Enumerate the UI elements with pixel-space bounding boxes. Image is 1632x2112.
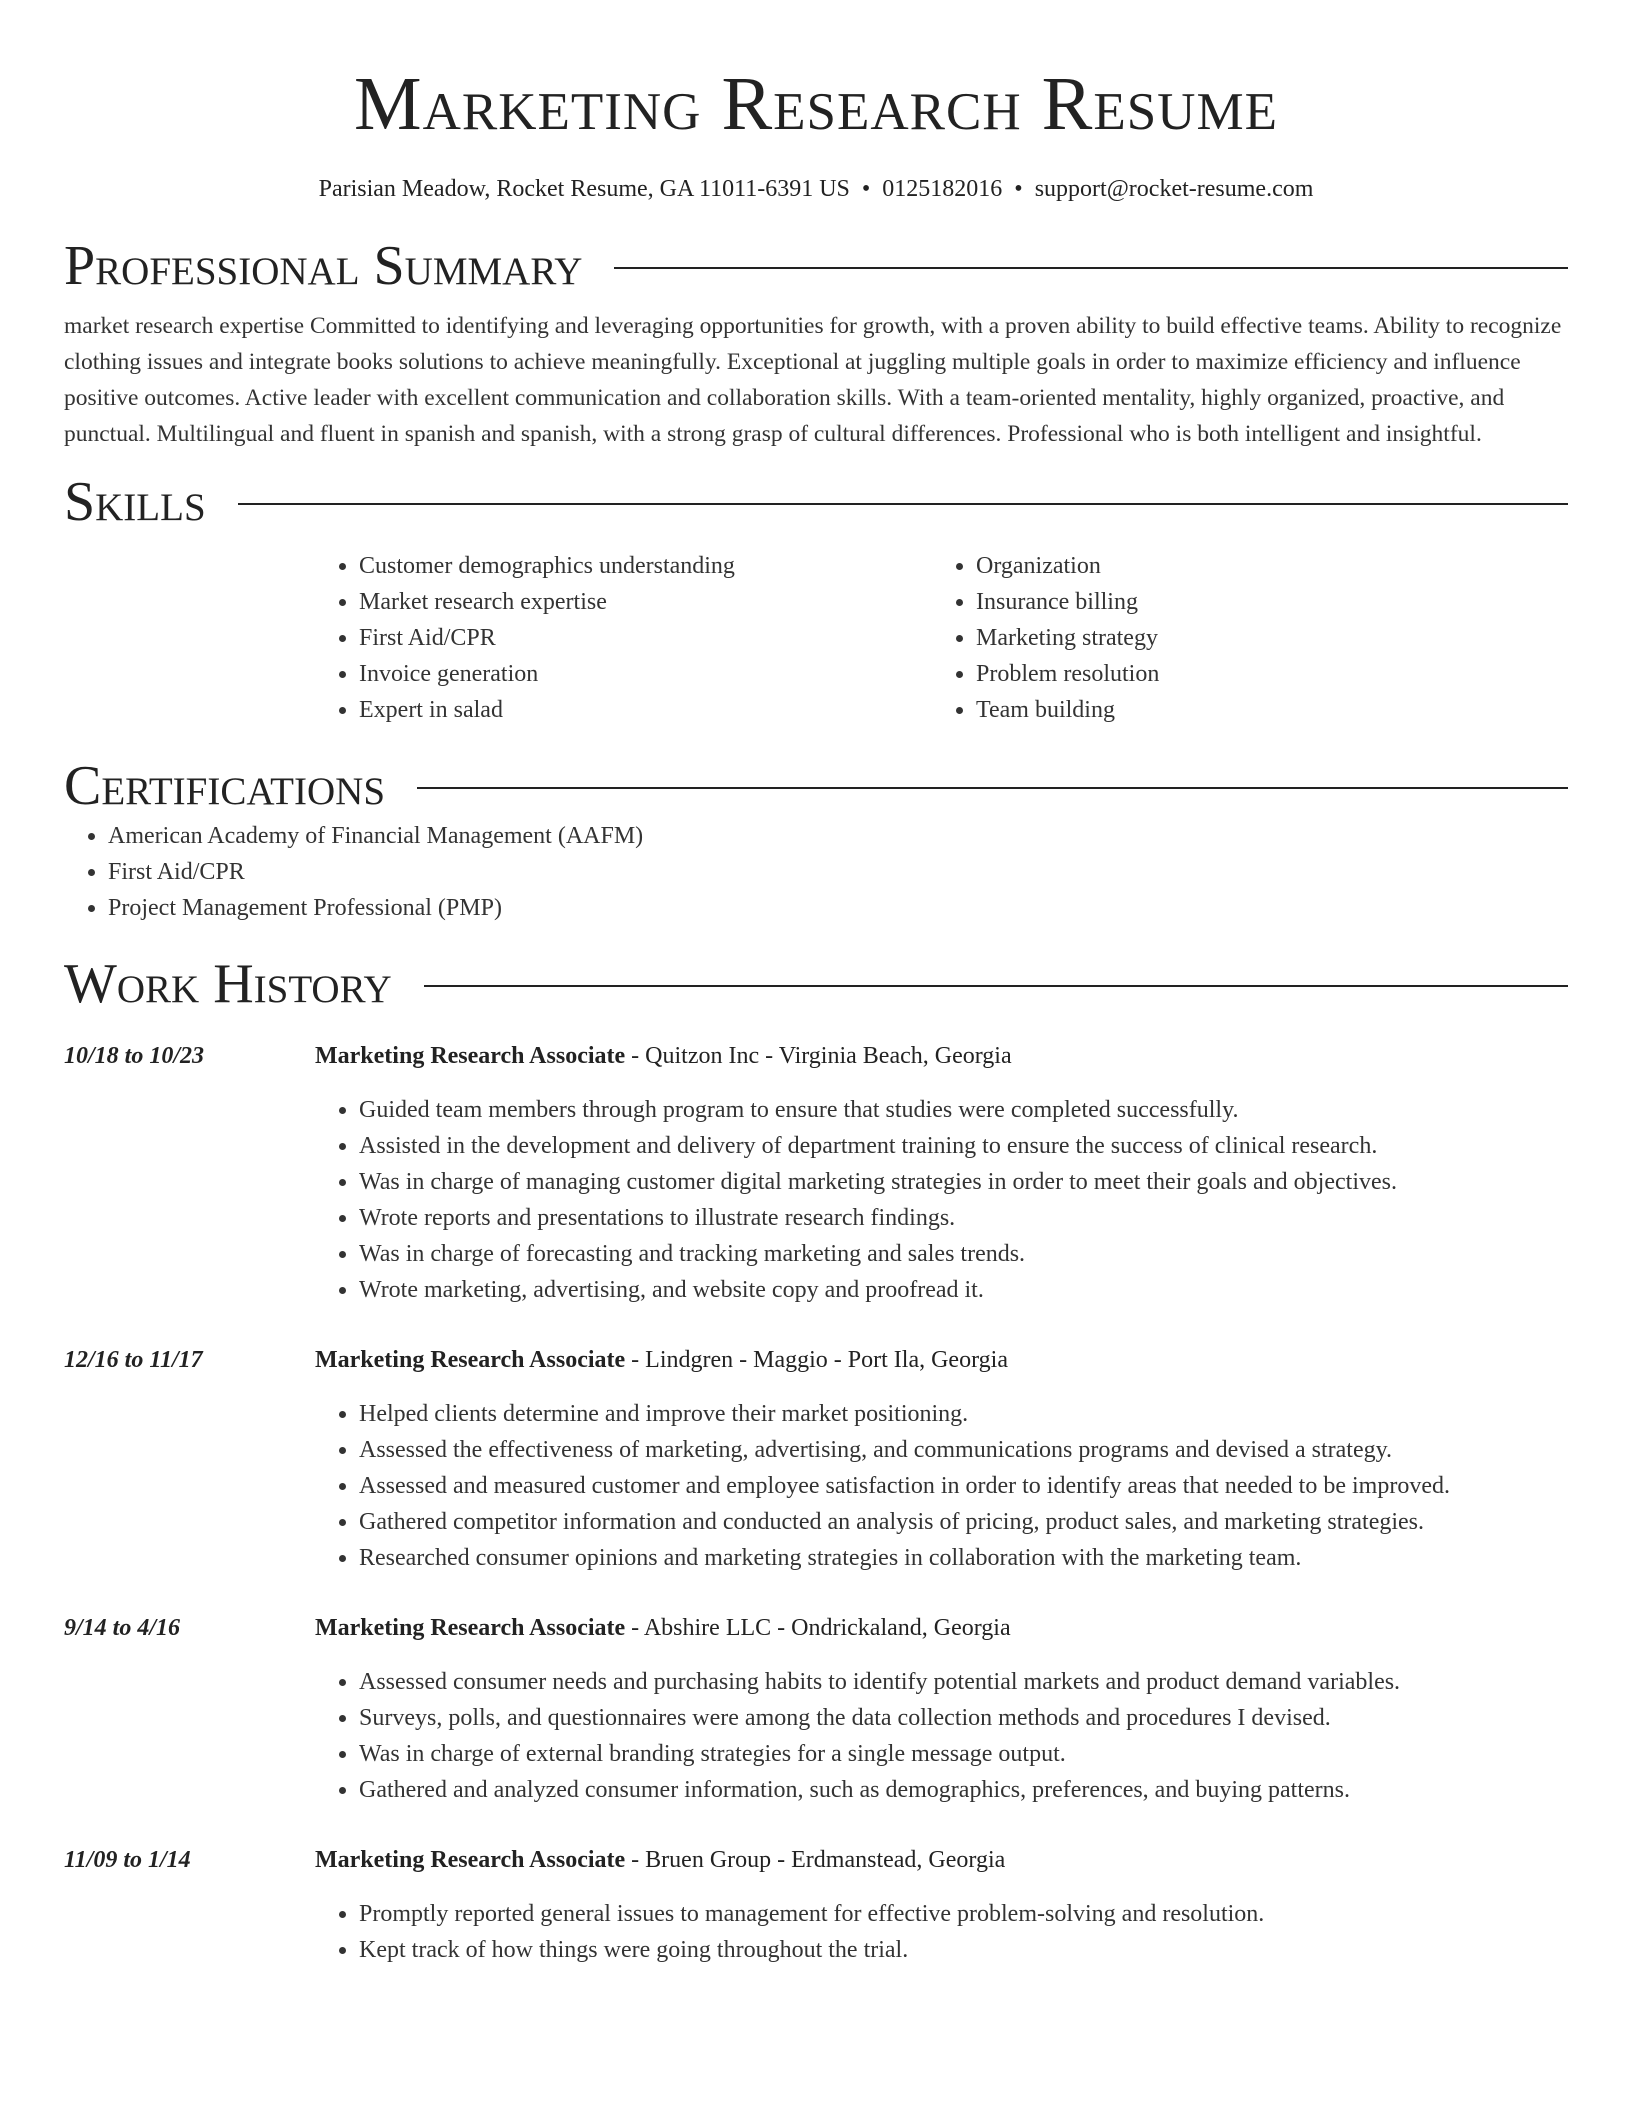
skill-item: • Insurance billing bbox=[976, 584, 1549, 620]
resume-title: Marketing Research Resume bbox=[354, 62, 1278, 146]
certification-item: • American Academy of Financial Management (AAFM) bbox=[108, 818, 1568, 854]
work-history-heading: Work History bbox=[64, 953, 392, 1015]
job-bullet: • Guided team members through program to ensure that studies were completed successfully. bbox=[359, 1092, 1568, 1128]
section-divider bbox=[614, 267, 1568, 269]
job-role: Marketing Research Associate bbox=[315, 1615, 626, 1641]
skill-item: • Team building bbox=[976, 692, 1549, 728]
contact-phone: 0125182016 bbox=[882, 176, 1003, 202]
job-bullet: • Promptly reported general issues to management for effective problem-solving and resolution. bbox=[359, 1896, 1568, 1932]
section-divider bbox=[238, 503, 1568, 505]
job-entry bbox=[64, 1842, 1568, 1968]
certifications-list bbox=[64, 818, 1568, 926]
contact-email: support@rocket-resume.com bbox=[1034, 176, 1314, 202]
job-entry bbox=[64, 1610, 1568, 1808]
skill-item: • Problem resolution bbox=[976, 656, 1549, 692]
skills-column-left bbox=[315, 548, 932, 728]
job-entry bbox=[64, 1038, 1568, 1308]
job-details bbox=[315, 1610, 1568, 1808]
job-dates: 9/14 to 4/16 bbox=[64, 1615, 181, 1641]
summary-section-header bbox=[64, 234, 1568, 298]
job-bullet: • Helped clients determine and improve their market positioning. bbox=[359, 1396, 1568, 1432]
job-dates: 12/16 to 11/17 bbox=[64, 1347, 203, 1373]
job-bullet: • Was in charge of forecasting and tracking marketing and sales trends. bbox=[359, 1236, 1568, 1272]
job-bullet: • Assessed and measured customer and employee satisfaction in order to identify areas that needed to be improved. bbox=[359, 1468, 1568, 1504]
work-history-section-header bbox=[64, 952, 1568, 1016]
job-bullet-list bbox=[315, 1664, 1568, 1808]
job-dates: 10/18 to 10/23 bbox=[64, 1043, 205, 1069]
job-bullet: • Assisted in the development and delivery of department training to ensure the success of clinical research. bbox=[359, 1128, 1568, 1164]
summary-heading: Professional Summary bbox=[64, 235, 583, 297]
job-title-line bbox=[315, 1842, 1568, 1878]
job-details bbox=[315, 1342, 1568, 1576]
job-bullet-list bbox=[315, 1092, 1568, 1308]
job-company-location: - Quitzon Inc - Virginia Beach, Georgia bbox=[625, 1043, 1012, 1069]
job-bullet: • Surveys, polls, and questionnaires were among the data collection methods and procedures I devised. bbox=[359, 1700, 1568, 1736]
job-title-line bbox=[315, 1038, 1568, 1074]
job-bullet: • Researched consumer opinions and marketing strategies in collaboration with the marketing team. bbox=[359, 1540, 1568, 1576]
job-bullet: • Was in charge of managing customer digital marketing strategies in order to meet their goals and objectives. bbox=[359, 1164, 1568, 1200]
skill-item: • First Aid/CPR bbox=[359, 620, 932, 656]
job-bullet: • Gathered competitor information and conducted an analysis of pricing, product sales, and marketing strategies. bbox=[359, 1504, 1568, 1540]
section-divider bbox=[417, 787, 1568, 789]
skill-item: • Customer demographics understanding bbox=[359, 548, 932, 584]
job-bullet-list bbox=[315, 1396, 1568, 1576]
job-title-line bbox=[315, 1342, 1568, 1378]
job-bullet: • Wrote marketing, advertising, and website copy and proofread it. bbox=[359, 1272, 1568, 1308]
job-bullet: • Assessed the effectiveness of marketing, advertising, and communications programs and devised a strategy. bbox=[359, 1432, 1568, 1468]
certifications-heading: Certifications bbox=[64, 755, 386, 817]
skills-list-left bbox=[315, 548, 932, 728]
skills-grid bbox=[315, 548, 1568, 728]
contact-separator: • bbox=[1014, 176, 1023, 202]
certification-item: • Project Management Professional (PMP) bbox=[108, 890, 1568, 926]
job-dates: 11/09 to 1/14 bbox=[64, 1847, 191, 1873]
skills-column-right bbox=[932, 548, 1549, 728]
job-role: Marketing Research Associate bbox=[315, 1847, 626, 1873]
job-bullet: • Gathered and analyzed consumer information, such as demographics, preferences, and buying patterns. bbox=[359, 1772, 1568, 1808]
contact-address: Parisian Meadow, Rocket Resume, GA 11011-6391 US bbox=[318, 176, 850, 202]
job-title-line bbox=[315, 1610, 1568, 1646]
skill-item: • Organization bbox=[976, 548, 1549, 584]
job-entry bbox=[64, 1342, 1568, 1576]
job-role: Marketing Research Associate bbox=[315, 1043, 626, 1069]
job-details bbox=[315, 1842, 1568, 1968]
job-company-location: - Bruen Group - Erdmanstead, Georgia bbox=[625, 1847, 1006, 1873]
skills-heading: Skills bbox=[64, 471, 206, 533]
job-details bbox=[315, 1038, 1568, 1308]
skill-item: • Expert in salad bbox=[359, 692, 932, 728]
certifications-section-header bbox=[64, 754, 1568, 818]
certification-item: • First Aid/CPR bbox=[108, 854, 1568, 890]
contact-line bbox=[64, 174, 1568, 204]
job-bullet: • Assessed consumer needs and purchasing habits to identify potential markets and product demand variables. bbox=[359, 1664, 1568, 1700]
skills-list-right bbox=[932, 548, 1549, 728]
summary-text: market research expertise Committed to identifying and leveraging opportunities for growth, with a proven ability to build effective teams. Ability to recognize clothing issues and integrate books solutions to achieve meaningfully. Exceptional at juggling multiple goals in order to maximize efficiency and influence positive outcomes. Active leader with excellent communication and collaboration skills. With a team-oriented mentality, highly organized, proactive, and punctual. Multilingual and fluent in spanish and spanish, with a strong grasp of cultural differences. Professional who is both intelligent and insightful. bbox=[64, 313, 1562, 447]
skill-item: • Market research expertise bbox=[359, 584, 932, 620]
section-divider bbox=[424, 985, 1568, 987]
skill-item: • Invoice generation bbox=[359, 656, 932, 692]
contact-separator: • bbox=[861, 176, 871, 202]
job-bullet: • Kept track of how things were going throughout the trial. bbox=[359, 1932, 1568, 1968]
job-bullet: • Was in charge of external branding strategies for a single message output. bbox=[359, 1736, 1568, 1772]
job-company-location: - Abshire LLC - Ondrickaland, Georgia bbox=[625, 1615, 1011, 1641]
job-role: Marketing Research Associate bbox=[315, 1347, 626, 1373]
job-company-location: - Lindgren - Maggio - Port Ila, Georgia bbox=[625, 1347, 1008, 1373]
skills-section-header bbox=[64, 470, 1568, 534]
skill-item: • Marketing strategy bbox=[976, 620, 1549, 656]
job-bullet-list bbox=[315, 1896, 1568, 1968]
job-bullet: • Wrote reports and presentations to illustrate research findings. bbox=[359, 1200, 1568, 1236]
